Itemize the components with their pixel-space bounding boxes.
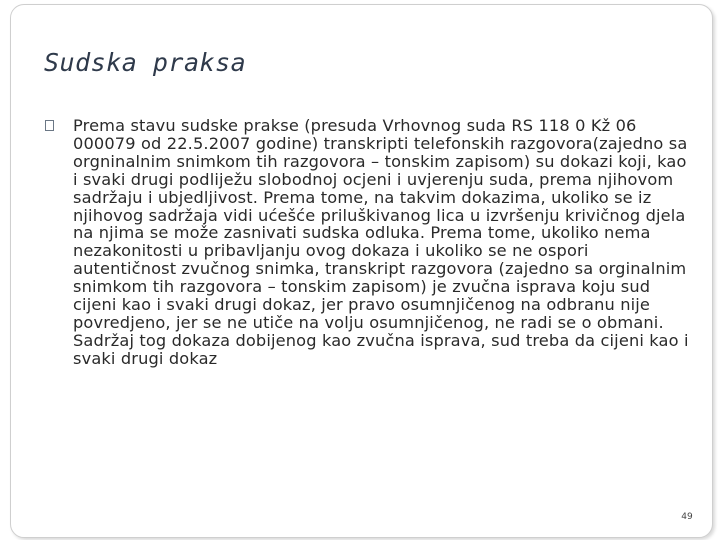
bullet-text: Prema stavu sudske prakse (presuda Vrhovnog suda RS 118 0 Kž 06 000079 od 22.5.2007 godine) transkripti telefonskih razgovora(zajedno sa orgninalnim snimkom tih razgovora – tonskim zapisom) su dokazi koji, kao i svaki drugi podliježu slobodnoj ocjeni i uvjerenju suda, prema njihovom sadržaju i ubjedljivost. Prema tome, na takvim dokazima, ukoliko se iz njihovog sadržaja vidi ućešće priluškivanog lica u izvršenju krivičnog djela na njima se može zasnivati sudska odluka. Prema tome, ukoliko nema nezakonitosti u pribavljanju ovog dokaza i ukoliko se ne ospori autentičnost zvučnog snimka, transkript razgovora (zajedno sa orginalnim snimkom tih razgovora – tonskim zapisom) je zvučna isprava koju sud cijeni kao i svaki drugi dokaz, jer pravo osumnjičenog na odbranu nije povredjeno, jer se ne utiče na volju osumnjičenog, ne radi se o obmani. Sadržaj tog dokaza dobijenog kao zvučna isprava, sud treba da cijeni kao i svaki drugi dokaz [73,116,689,368]
square-bullet-icon [45,120,54,131]
slide-title: Sudska praksa [44,48,247,77]
bullet-list [45,117,693,368]
bullet-item [45,117,693,368]
page-number: 49 [681,512,693,522]
